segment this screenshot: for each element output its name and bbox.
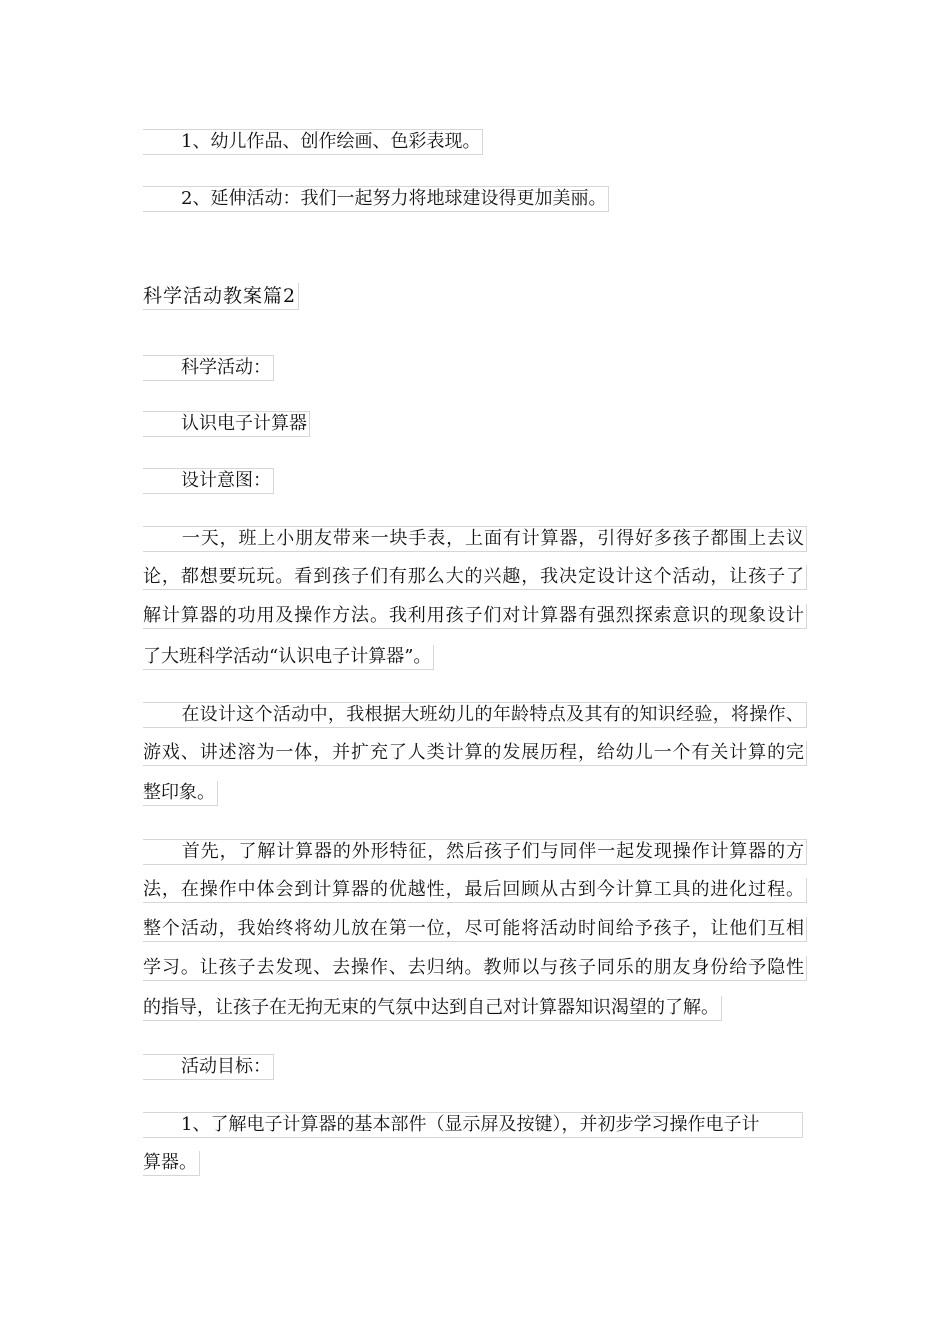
paragraph-text: 法，在操作中体会到计算器的优越性，最后回顾从古到今计算工具的进化过程。 [143, 879, 804, 900]
paragraph-line [143, 741, 807, 766]
section-heading: 科学活动教案篇2 [143, 283, 299, 310]
paragraph-text: 在设计这个活动中，我根据大班幼儿的年龄特点及其有的知识经验，将操作、 [181, 704, 804, 725]
paragraph-text: 学习。让孩子去发现、去操作、去归纳。教师以与孩子同乐的朋友身份给予隐性 [143, 957, 804, 978]
paragraph-text: 整个活动，我始终将幼儿放在第一位，尽可能将活动时间给予孩子，让他们互相 [143, 918, 804, 939]
activity-name-text: 认识电子计算器 [181, 413, 307, 434]
goal-line [143, 1151, 200, 1176]
paragraph-line [143, 565, 807, 590]
paragraph-line [143, 917, 807, 942]
label-text: 科学活动： [181, 357, 271, 378]
paragraph-line [143, 956, 807, 981]
paragraph-text: 的指导，让孩子在无拘无束的气氛中达到自己对计算器知识渴望的了解。 [143, 997, 719, 1018]
goal-text: 1、了解电子计算器的基本部件（显示屏及按键），并初步学习操作电子计 [181, 1114, 760, 1135]
activity-name [143, 411, 310, 437]
paragraph-line [143, 526, 807, 552]
paragraph-text: 一天，班上小朋友带来一块手表，上面有计算器，引得好多孩子都围上去议 [181, 528, 804, 549]
goal-line [143, 1112, 803, 1138]
label-text: 活动目标： [181, 1056, 271, 1077]
list-item [143, 186, 609, 212]
list-item-text: 1、幼儿作品、创作绘画、色彩表现。 [181, 131, 481, 152]
paragraph-text: 游戏、讲述溶为一体，并扩充了人类计算的发展历程，给幼儿一个有关计算的完 [143, 742, 804, 763]
label-science [143, 355, 274, 381]
label-design [143, 468, 274, 494]
label-text: 设计意图： [181, 470, 271, 491]
paragraph-line [143, 604, 807, 629]
paragraph-line [143, 996, 722, 1021]
list-item [143, 129, 483, 155]
paragraph-line [143, 781, 218, 806]
paragraph-text: 论，都想要玩玩。看到孩子们有那么大的兴趣，我决定设计这个活动，让孩子了 [143, 566, 804, 587]
paragraph-text: 了大班科学活动“认识电子计算器”。 [143, 646, 432, 667]
list-item-text: 2、延伸活动：我们一起努力将地球建设得更加美丽。 [181, 188, 607, 209]
paragraph-line [143, 645, 434, 670]
paragraph-line [143, 839, 807, 865]
paragraph-line [143, 878, 807, 903]
goal-text: 算器。 [143, 1152, 197, 1173]
paragraph-text: 首先，了解计算器的外形特征，然后孩子们与同伴一起发现操作计算器的方 [181, 841, 804, 862]
label-goals [143, 1054, 274, 1080]
paragraph-text: 整印象。 [143, 782, 215, 803]
paragraph-text: 解计算器的功用及操作方法。我利用孩子们对计算器有强烈探索意识的现象设计 [143, 605, 804, 626]
paragraph-line [143, 702, 807, 728]
